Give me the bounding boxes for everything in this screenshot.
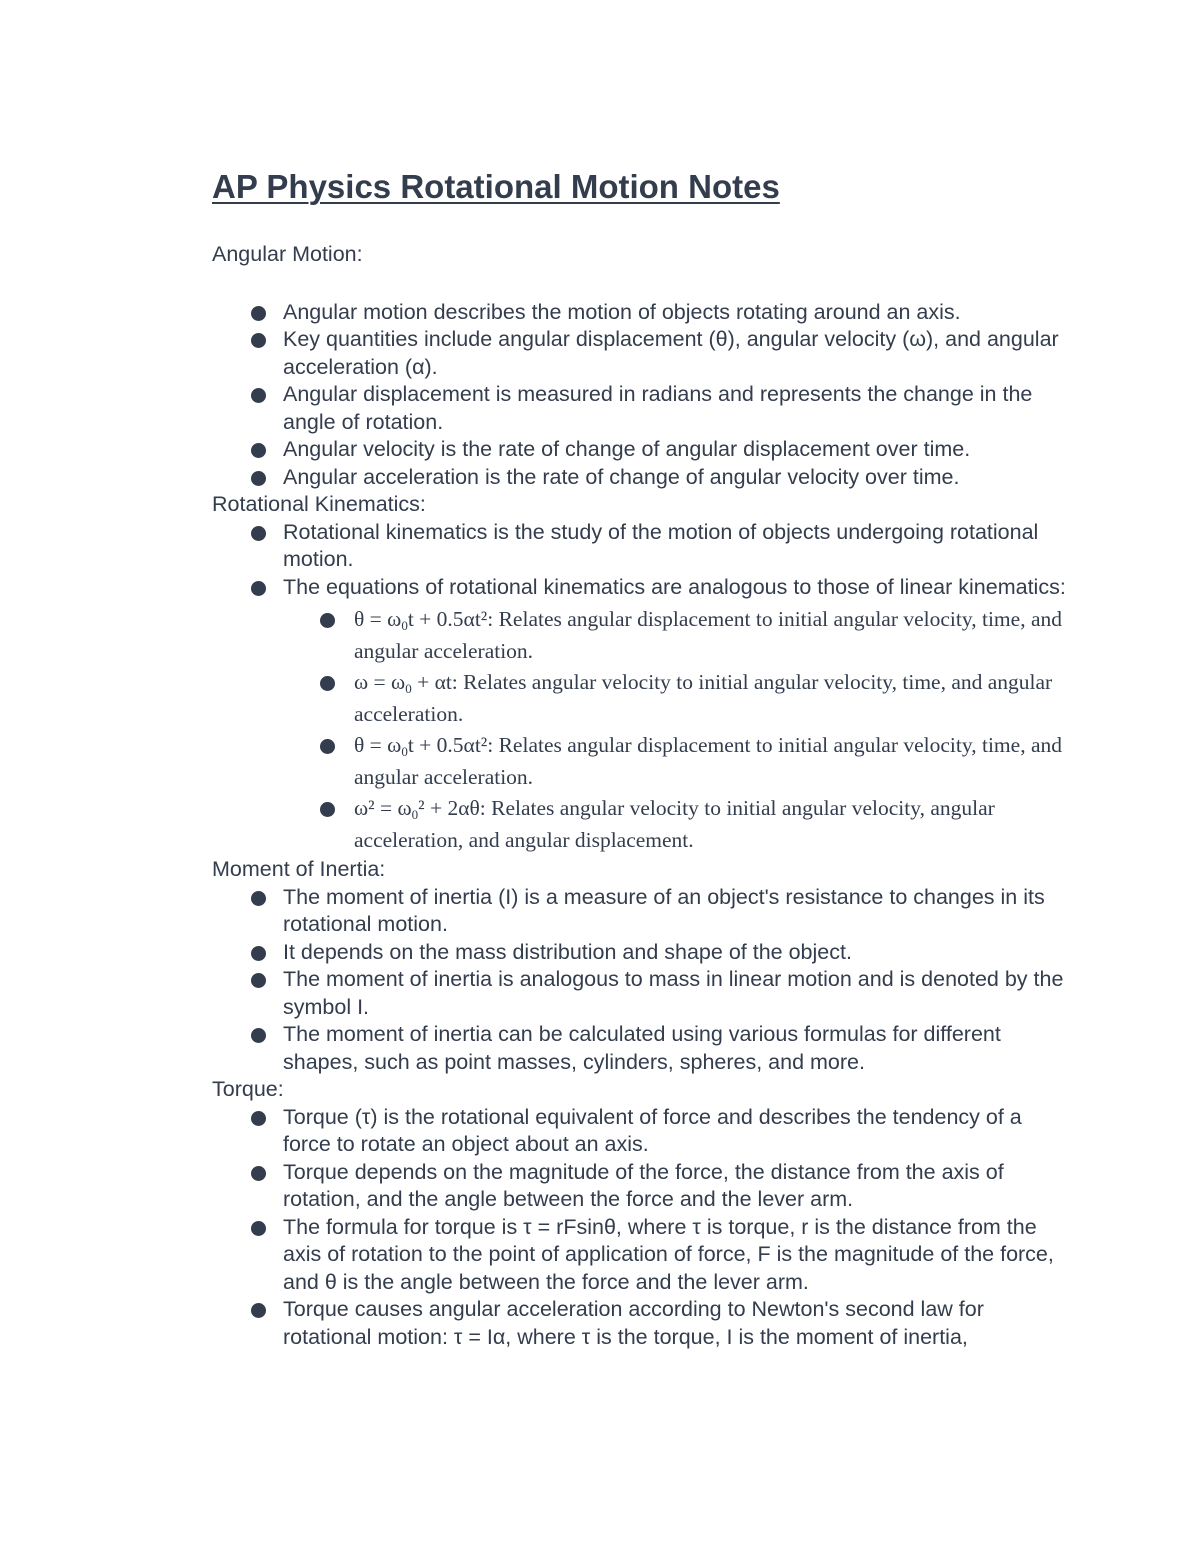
list-item: Torque (τ) is the rotational equivalent of force and describes the tendency of a force to rotate an object about an axis. <box>212 1104 1072 1159</box>
section-heading-rotational-kinematics: Rotational Kinematics: <box>212 492 426 516</box>
list-item <box>212 574 1072 857</box>
list-item: Angular acceleration is the rate of change of angular velocity over time. <box>212 464 1072 492</box>
list-item: The moment of inertia (I) is a measure of an object's resistance to changes in its rotational motion. <box>212 884 1072 939</box>
equation-item: $\theta = \omega_0t + 0.5\alpha t^2$: Relates angular displacement to initial angular velocity, time, and angular acceleration. <box>212 604 1072 667</box>
equation-item: $\theta = \omega_0t + 0.5\alpha t^2$: Relates angular displacement to initial angular velocity, time, and angular acceleration. <box>212 730 1072 793</box>
list-item: The moment of inertia can be calculated using various formulas for different shapes, such as point masses, cylinders, spheres, and more. <box>212 1021 1072 1076</box>
torque-list <box>212 1104 1072 1352</box>
list-item: Rotational kinematics is the study of the motion of objects undergoing rotational motion. <box>212 519 1072 574</box>
angular-motion-list <box>212 299 1072 492</box>
page-title: AP Physics Rotational Motion Notes <box>212 168 780 205</box>
list-item: Angular velocity is the rate of change of angular displacement over time. <box>212 436 1072 464</box>
notes-body <box>212 241 1072 1351</box>
list-item: The moment of inertia is analogous to mass in linear motion and is denoted by the symbol I. <box>212 966 1072 1021</box>
list-item: Torque causes angular acceleration according to Newton's second law for rotational motion: τ = Iα, where τ is the torque, I is the moment of inertia, <box>212 1296 1072 1351</box>
section-heading-torque: Torque: <box>212 1077 284 1101</box>
list-item: Angular motion describes the motion of objects rotating around an axis. <box>212 299 1072 327</box>
list-item: Angular displacement is measured in radians and represents the change in the angle of rotation. <box>212 381 1072 436</box>
section-heading-angular-motion: Angular Motion: <box>212 242 363 266</box>
moment-of-inertia-list <box>212 884 1072 1077</box>
list-item: Key quantities include angular displacement (θ), angular velocity (ω), and angular acceleration (α). <box>212 326 1072 381</box>
section-heading-moment-of-inertia: Moment of Inertia: <box>212 857 386 881</box>
list-item: It depends on the mass distribution and shape of the object. <box>212 939 1072 967</box>
list-item-text: The equations of rotational kinematics are analogous to those of linear kinematics: <box>283 574 1066 599</box>
list-item: Torque depends on the magnitude of the force, the distance from the axis of rotation, and the angle between the force and the lever arm. <box>212 1159 1072 1214</box>
equation-item: $\omega = \omega_0 + \alpha t$: Relates angular velocity to initial angular velocity, time, and angular acceleration. <box>212 667 1072 730</box>
rotational-kinematics-list <box>212 519 1072 857</box>
kinematics-equations-list <box>283 604 1072 856</box>
equation-item: $\omega^2 = \omega_0^2 + 2\alpha\theta$: Relates angular velocity to initial angular velocity, angular acceleration, and angular displacement. <box>212 793 1072 856</box>
list-item: The formula for torque is τ = rFsinθ, where τ is torque, r is the distance from the axis of rotation to the point of application of force, F is the magnitude of the force, and θ is the angle between the force and the lever arm. <box>212 1214 1072 1297</box>
